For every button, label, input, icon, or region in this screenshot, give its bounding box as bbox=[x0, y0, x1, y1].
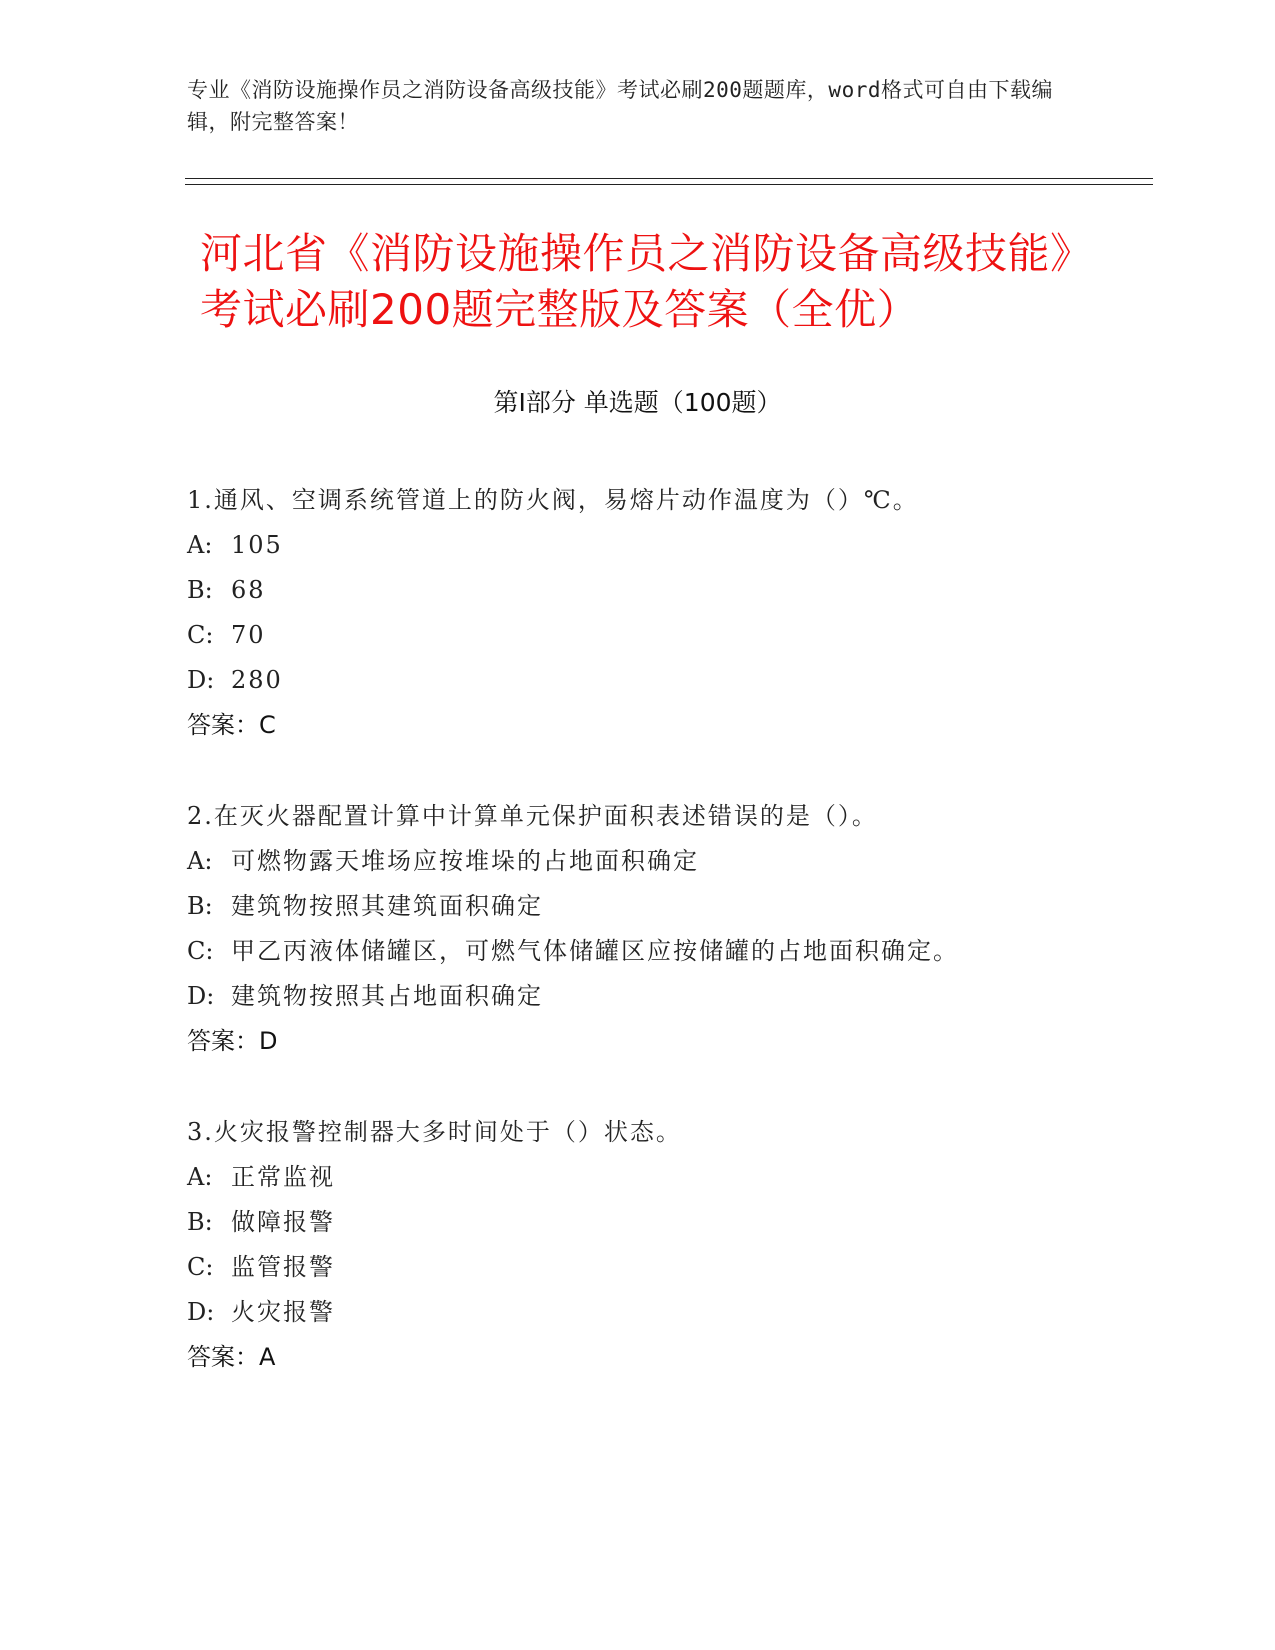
option-text: 建筑物按照其占地面积确定 bbox=[231, 982, 543, 1010]
option-b bbox=[187, 884, 1087, 929]
option-key: A: bbox=[187, 1163, 213, 1191]
option-d bbox=[187, 1290, 1087, 1335]
answer-line: 答案：D bbox=[187, 1027, 278, 1055]
option-b bbox=[187, 568, 1087, 613]
option-key: A: bbox=[187, 847, 213, 875]
option-a bbox=[187, 523, 1087, 568]
option-key: D: bbox=[187, 666, 215, 694]
option-key: C: bbox=[187, 1253, 214, 1281]
question-item bbox=[187, 794, 1087, 1064]
option-text: 70 bbox=[231, 621, 266, 649]
answer-line: 答案：A bbox=[187, 1343, 276, 1371]
header-rule-top bbox=[185, 178, 1153, 179]
document-title: 河北省《消防设施操作员之消防设备高级技能》考试必刷200题完整版及答案（全优） bbox=[200, 229, 1093, 334]
option-text: 68 bbox=[231, 576, 266, 604]
option-key: A: bbox=[187, 531, 213, 559]
question-list bbox=[187, 478, 1087, 1426]
question-item bbox=[187, 478, 1087, 748]
option-key: B: bbox=[187, 1208, 213, 1236]
option-key: D: bbox=[187, 1298, 215, 1326]
option-text: 可燃物露天堆场应按堆垛的占地面积确定 bbox=[231, 847, 699, 875]
option-text: 做障报警 bbox=[231, 1208, 335, 1236]
option-d bbox=[187, 974, 1087, 1019]
option-c bbox=[187, 1245, 1087, 1290]
option-a bbox=[187, 1155, 1087, 1200]
option-text: 火灾报警 bbox=[231, 1298, 335, 1326]
question-stem: 2.在灭火器配置计算中计算单元保护面积表述错误的是（）。 bbox=[187, 802, 878, 830]
option-text: 甲乙丙液体储罐区，可燃气体储罐区应按储罐的占地面积确定。 bbox=[231, 937, 959, 965]
option-b bbox=[187, 1200, 1087, 1245]
option-a bbox=[187, 839, 1087, 884]
option-key: C: bbox=[187, 621, 214, 649]
option-text: 280 bbox=[231, 666, 283, 694]
option-key: B: bbox=[187, 576, 213, 604]
option-text: 建筑物按照其建筑面积确定 bbox=[231, 892, 543, 920]
header-rule-bottom bbox=[185, 184, 1153, 185]
question-item bbox=[187, 1110, 1087, 1380]
option-d bbox=[187, 658, 1087, 703]
option-text: 正常监视 bbox=[231, 1163, 335, 1191]
option-text: 监管报警 bbox=[231, 1253, 335, 1281]
header-note: 专业《消防设施操作员之消防设备高级技能》考试必刷200题题库，word格式可自由下载编辑，附完整答案！ bbox=[187, 78, 1053, 134]
section-heading: 第Ⅰ部分 单选题（100题） bbox=[493, 388, 782, 417]
option-key: C: bbox=[187, 937, 214, 965]
question-stem: 3.火灾报警控制器大多时间处于（）状态。 bbox=[187, 1118, 682, 1146]
option-key: D: bbox=[187, 982, 215, 1010]
option-text: 105 bbox=[231, 531, 283, 559]
option-c bbox=[187, 613, 1087, 658]
option-key: B: bbox=[187, 892, 213, 920]
option-c bbox=[187, 929, 1087, 974]
answer-line: 答案：C bbox=[187, 711, 276, 739]
question-stem: 1.通风、空调系统管道上的防火阀，易熔片动作温度为（）℃。 bbox=[187, 486, 919, 514]
